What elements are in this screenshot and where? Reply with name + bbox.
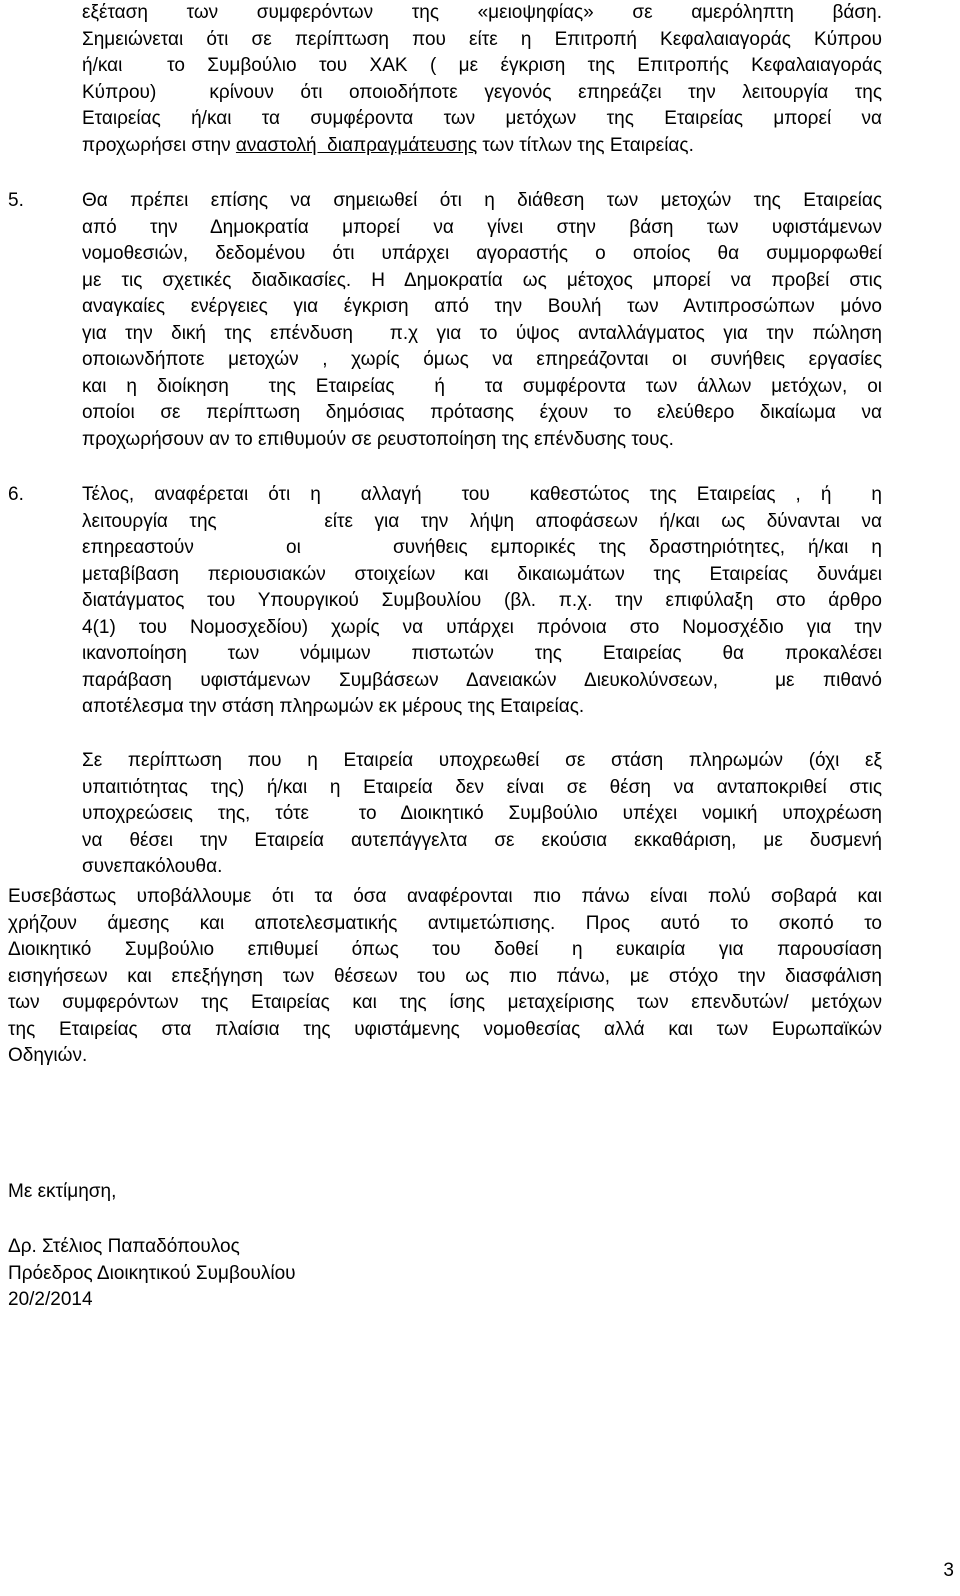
text-line: προχωρήσουν αν το επιθυμούν σε ρευστοποίηση της επένδυσης τους. [82,428,674,450]
text-line: της Εταιρείας στα πλαίσια της υφιστάμενης νομοθεσίας αλλά και των Ευρωπαϊκών [8,1018,882,1040]
text-line: από την Δημοκρατία μπορεί να γίνει στην βάση των υφιστάμενων [82,216,882,238]
text-line: λειτουργία της είτε για την λήψη αποφάσεων ή/και ως δύναντaι να [82,510,882,532]
text-line: συνεπακόλουθα. [82,856,223,877]
signature-block [8,1234,296,1314]
text-line: των συμφερόντων της Εταιρείας και της ίσης μεταχείρισης των επενδυτών/ μετόχων [8,992,882,1013]
closing-paragraph [8,884,882,1070]
text-line: Τέλος, αναφέρεται ότι η αλλαγή του καθεστώτος της Εταιρείας , ή η [82,484,882,505]
text-line [82,133,882,160]
page-number: 3 [943,1560,954,1581]
item-6-paragraph [82,482,882,721]
text-line: χρήζουν άμεσης και αποτελεσματικής αντιμετώπισης. Προς αυτό το σκοπό το [8,912,882,934]
text-line: παράβαση υφιστάμενων Συμβάσεων Δανειακών Διευκολύνσεων, με πιθανό [82,669,882,691]
item-5-paragraph [82,188,882,453]
item-number-6: 6. [8,484,24,505]
text-line: για την δική της επένδυση π.χ για το ύψος ανταλλάγματος για την πώληση [82,322,882,344]
text-line: 4(1) του Νομοσχεδίου) χωρίς να υπάρχει πρόνοια στο Νομοσχέδιο για την [82,616,882,638]
text-line: εξέταση των συμφερόντων της «μειοψηφίας» σε αμερόληπτη βάση. [82,2,882,23]
item-number-5: 5. [8,190,24,211]
text-line: Σημειώνεται ότι σε περίπτωση που είτε η Επιτροπή Κεφαλαιαγοράς Κύπρου [82,28,882,50]
text-line: επηρεαστούν οι συνήθεις εμπορικές της δραστηριότητες, ή/και η [82,537,882,558]
text-line: Διοικητικό Συμβούλιο επιθυμεί όπως του δοθεί η ευκαιρία για παρουσίαση [8,939,882,960]
text-line: μεταβίβαση περιουσιακών στοιχείων και δικαιωμάτων της Εταιρείας δυνάμει [82,563,882,585]
text-line: αναγκαίες ενέργειες για έγκριση από την Βουλή των Αντιπροσώπων μόνο [82,296,882,317]
text-line: Κύπρου) κρίνουν ότι οποιοδήποτε γεγονός επηρεάζει την λειτουργία της [82,81,882,103]
item-6-sub-paragraph [82,748,882,881]
greeting: Με εκτίμηση, [8,1181,117,1202]
text-line: εισηγήσεων και επεξήγηση των θέσεων του ως πιο πάνω, με στόχο την διασφάλιση [8,965,882,987]
text-line: νομοθεσιών, δεδομένου ότι υπάρχει αγοραστής ο οποίος θα συμμορφωθεί [82,243,882,264]
letter-date: 20/2/2014 [8,1289,93,1310]
underlined-term: αναστολή διαπραγμάτευσης [235,134,478,156]
text-line: Θα πρέπει επίσης να σημειωθεί ότι η διάθεση των μετοχών της Εταιρείας [82,190,882,211]
text-line: Εταιρείας ή/και τα συμφέροντα των μετόχων της Εταιρείας μπορεί να [82,108,882,129]
text-line: οποίοι σε περίπτωση δημόσιας πρότασης έχουν το ελεύθερο δικαίωμα να [82,402,882,423]
text-fragment: προχωρήσει στην [82,134,236,156]
text-fragment: των τίτλων της Εταιρείας. [477,134,694,156]
text-line: Οδηγιών. [8,1045,88,1066]
text-line: ικανοποίηση των νόμιμων πιστωτών της Εταιρείας θα προκαλέσει [82,643,882,664]
text-line: Σε περίπτωση που η Εταιρεία υποχρεωθεί σε στάση πληρωμών (όχι εξ [82,750,882,771]
continuation-paragraph [82,0,882,159]
signatory-title: Πρόεδρος Διοικητικού Συμβουλίου [8,1262,296,1284]
text-line: υπαιτιότητας της) ή/και η Εταιρεία δεν είναι σε θέση να ανταποκριθεί στις [82,776,882,798]
signatory-name: Δρ. Στέλιος Παπαδόπουλος [8,1236,240,1257]
text-line: με τις σχετικές διαδικασίες. Η Δημοκρατία ως μέτοχος μπορεί να προβεί στις [82,269,882,291]
text-line: διατάγματος του Υπουργικού Συμβουλίου (βλ. π.χ. την επιφύλαξη στο άρθρο [82,590,882,611]
text-line: να θέσει την Εταιρεία αυτεπάγγελτα σε εκούσια εκκαθάριση, με δυσμενή [82,829,882,851]
text-line: και η διοίκηση της Εταιρείας ή τα συμφέροντα των άλλων μετόχων, οι [82,375,882,397]
text-line: αποτέλεσμα την στάση πληρωμών εκ μέρους της Εταιρείας. [82,696,585,717]
text-line: υποχρεώσεις της, τότε το Διοικητικό Συμβούλιο υπέχει νομική υποχρέωση [82,803,882,824]
text-line: Ευσεβάστως υποβάλλουμε ότι τα όσα αναφέρονται πιο πάνω είναι πολύ σοβαρά και [8,886,882,907]
text-line: οποιωνδήποτε μετοχών , χωρίς όμως να επηρεάζονται οι συνήθεις εργασίες [82,349,882,370]
text-line: ή/και το Συμβούλιο του ΧΑΚ ( με έγκριση της Επιτροπής Κεφαλαιαγοράς [82,55,882,76]
